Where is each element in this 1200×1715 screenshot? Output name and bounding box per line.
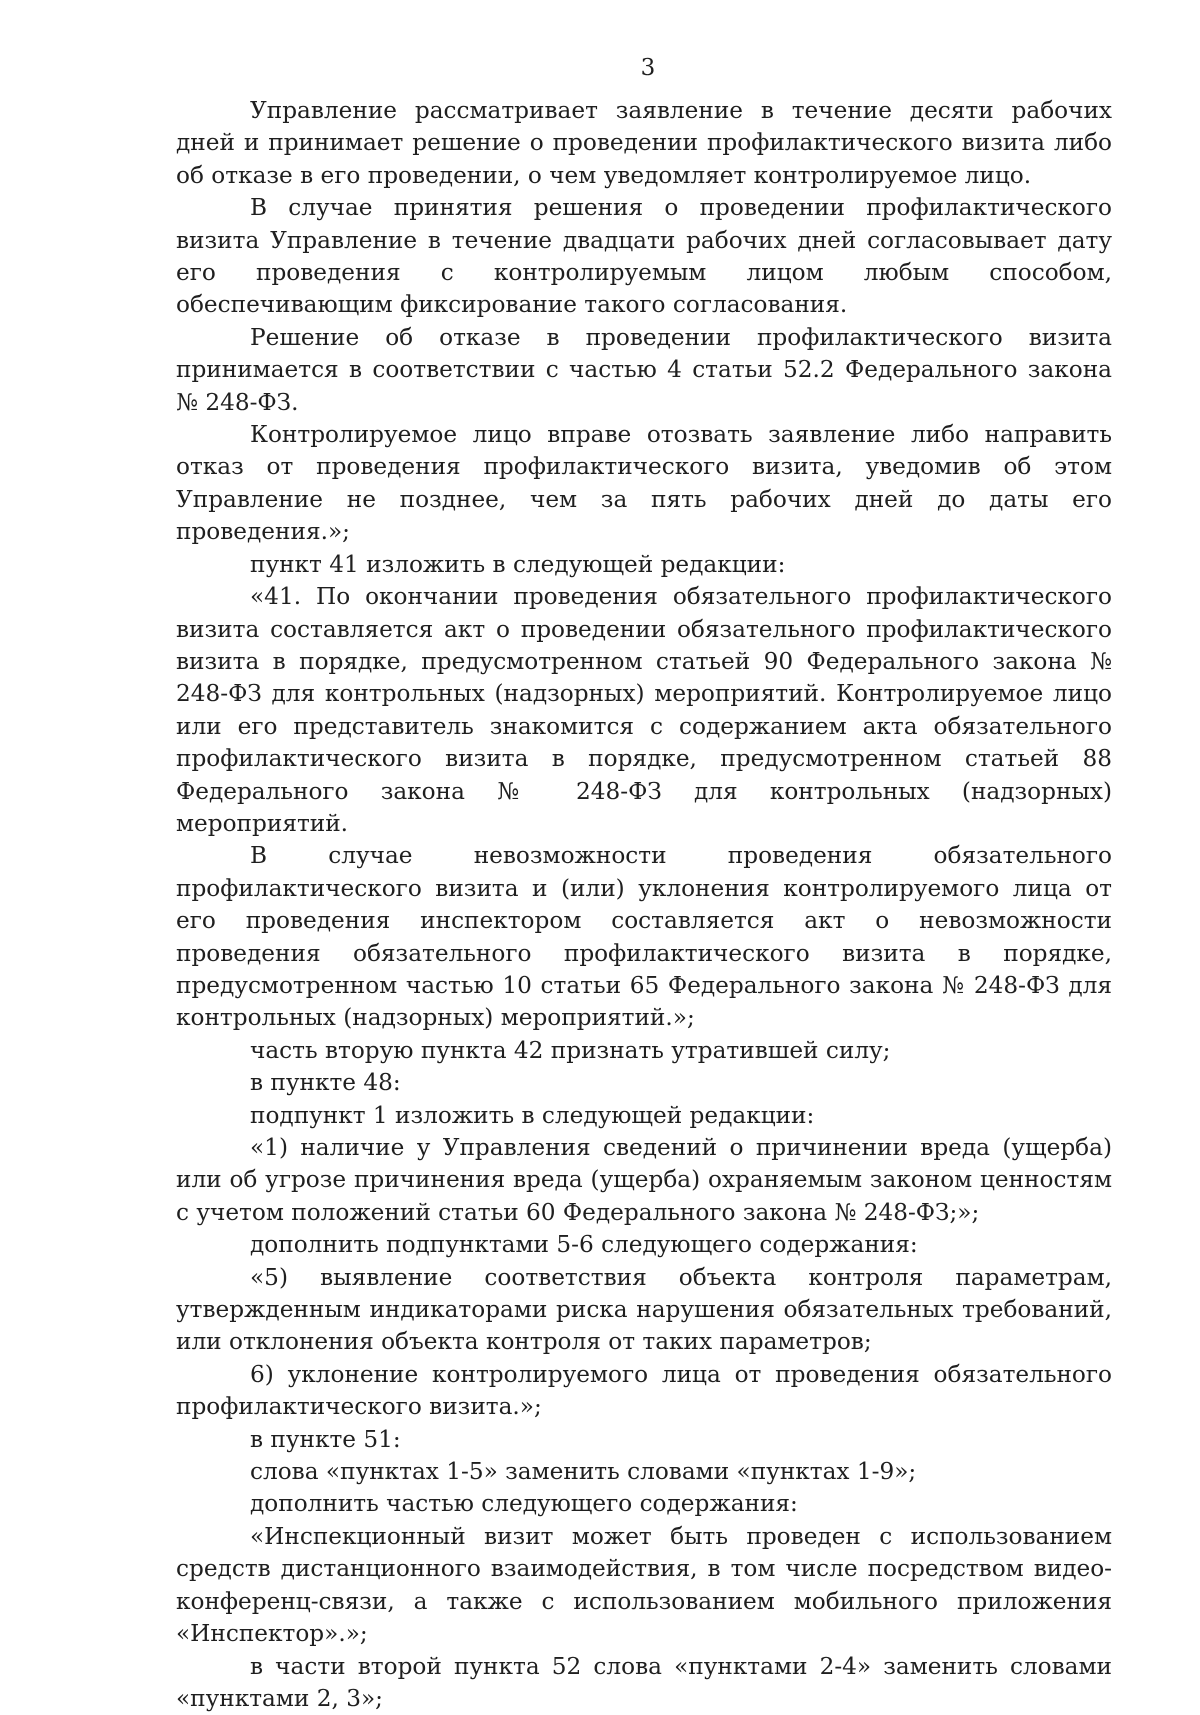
paragraph: дополнить частью следующего содержания: (176, 1488, 1112, 1520)
paragraph: «Инспекционный визит может быть проведен с использованием средств дистанционного взаимодействия, в том числе посредством видео-конференц-связи, а также с использованием мобильного приложения «Инспектор».»; (176, 1521, 1112, 1651)
paragraph: в пункте 48: (176, 1067, 1112, 1099)
paragraph: слова «пунктах 1-5» заменить словами «пунктах 1-9»; (176, 1456, 1112, 1488)
paragraph: «1) наличие у Управления сведений о причинении вреда (ущерба) или об угрозе причинения вреда (ущерба) охраняемым законом ценностям с учетом положений статьи 60 Федерального закона № 248-ФЗ;»; (176, 1132, 1112, 1229)
paragraph: «5) выявление соответствия объекта контроля параметрам, утвержденным индикаторами риска нарушения обязательных требований, или отклонения объекта контроля от таких параметров; (176, 1262, 1112, 1359)
paragraph: «41. По окончании проведения обязательного профилактического визита составляется акт о проведении обязательного профилактического визита в порядке, предусмотренном статьей 90 Федерального закона № 248-ФЗ для контрольных (надзорных) мероприятий. Контролируемое лицо или его представитель знакомится с содержанием акта обязательного профилактического визита в порядке, предусмотренном статьей 88 Федерального закона № 248-ФЗ для контрольных (надзорных) мероприятий. (176, 581, 1112, 840)
paragraph: В случае принятия решения о проведении профилактического визита Управление в течение двадцати рабочих дней согласовывает дату его проведения с контролируемым лицом любым способом, обеспечивающим фиксирование такого согласования. (176, 192, 1112, 322)
paragraph: пункт 41 изложить в следующей редакции: (176, 549, 1112, 581)
paragraph: подпункт 1 изложить в следующей редакции: (176, 1100, 1112, 1132)
paragraph: Решение об отказе в проведении профилактического визита принимается в соответствии с частью 4 статьи 52.2 Федерального закона № 248-ФЗ. (176, 322, 1112, 419)
paragraph: дополнить подпунктами 5-6 следующего содержания: (176, 1229, 1112, 1261)
document-body (176, 95, 1112, 1715)
paragraph: в части второй пункта 52 слова «пунктами 2-4» заменить словами «пунктами 2, 3»; (176, 1651, 1112, 1715)
paragraph: в пункте 51: (176, 1424, 1112, 1456)
paragraph: Управление рассматривает заявление в течение десяти рабочих дней и принимает решение о проведении профилактического визита либо об отказе в его проведении, о чем уведомляет контролируемое лицо. (176, 95, 1112, 192)
paragraph: Контролируемое лицо вправе отозвать заявление либо направить отказ от проведения профилактического визита, уведомив об этом Управление не позднее, чем за пять рабочих дней до даты его проведения.»; (176, 419, 1112, 549)
paragraph: 6) уклонение контролируемого лица от проведения обязательного профилактического визита.»; (176, 1359, 1112, 1424)
paragraph: часть вторую пункта 42 признать утратившей силу; (176, 1035, 1112, 1067)
page-number: 3 (48, 54, 1200, 82)
paragraph: В случае невозможности проведения обязательного профилактического визита и (или) уклонения контролируемого лица от его проведения инспектором составляется акт о невозможности проведения обязательного профилактического визита в порядке, предусмотренном частью 10 статьи 65 Федерального закона № 248-ФЗ для контрольных (надзорных) мероприятий.»; (176, 840, 1112, 1034)
